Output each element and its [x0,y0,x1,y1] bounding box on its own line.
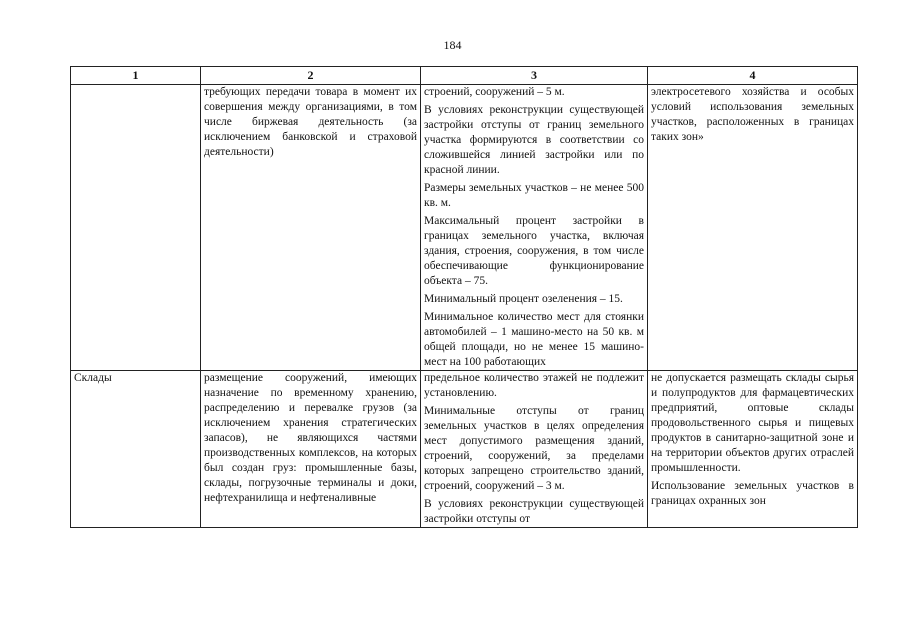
row1-col3-para: Размеры земельных участков – не менее 500 кв. м. [424,182,644,209]
row2-col3 [421,371,648,528]
row1-col1 [71,85,201,371]
table-row [71,85,858,371]
header-row [71,67,858,85]
row1-col4: электросетевого хозяйства и особых условий использования земельных участков, расположенных в границах таких зон» [648,85,858,371]
row2-col4 [648,371,858,528]
row2-col2: размещение сооружений, имеющих назначение по временному хранению, распределению и перевалке грузов (за исключением хранения стратегических запасов), не являющихся частями производственных комплексов, на которых был создан груз: промышленные базы, склады, погрузочные терминалы и доки, нефтехранилища и нефтеналивные [201,371,421,528]
header-col-1: 1 [71,67,201,85]
row1-col3-para: Минимальный процент озеленения – 15. [424,293,623,305]
row1-col3-para: Максимальный процент застройки в границах земельного участка, включая здания, строения, сооружения, в том числе обеспечивающие функционирование объекта – 75. [424,215,644,287]
row2-col3-para: Минимальные отступы от границ земельных участков в целях определения мест допустимого размещения зданий, строений, сооружений, за пределами которых запрещено строительство зданий, строений, сооружений – 3 м. [424,405,644,492]
header-col-4: 4 [648,67,858,85]
header-col-2: 2 [201,67,421,85]
row1-col3-para: строений, сооружений – 5 м. [424,86,565,98]
row2-col3-para: В условиях реконструкции существующей застройки отступы от [424,498,644,525]
row2-col4-para: не допускается размещать склады сырья и полупродуктов для фармацевтических предприятий, оптовые склады продовольственного сырья и пищевых продуктов в санитарно-защитной зоне и на территории объектов других отраслей промышленности. [651,372,854,474]
page-number: 184 [443,38,462,52]
row2-col4-para: Использование земельных участков в границах охранных зон [651,480,854,507]
row1-col3-para: В условиях реконструкции существующей застройки отступы от границ земельного участка формируются в соответствии со сложившейся линией застройки или по красной линии. [424,104,644,176]
row1-col3 [421,85,648,371]
table-row [71,371,858,528]
row1-col3-para: Минимальное количество мест для стоянки автомобилей – 1 машино-место на 50 кв. м общей площади, но не менее 15 машино-мест на 100 работающих [424,311,644,368]
row1-col2: требующих передачи товара в момент их совершения между организациями, в том числе биржевая деятельность (за исключением банковской и страховой деятельности) [201,85,421,371]
regulations-table [70,66,858,528]
header-col-3: 3 [421,67,648,85]
row2-col1: Склады [71,371,201,528]
row2-col3-para: предельное количество этажей не подлежит установлению. [424,372,644,399]
